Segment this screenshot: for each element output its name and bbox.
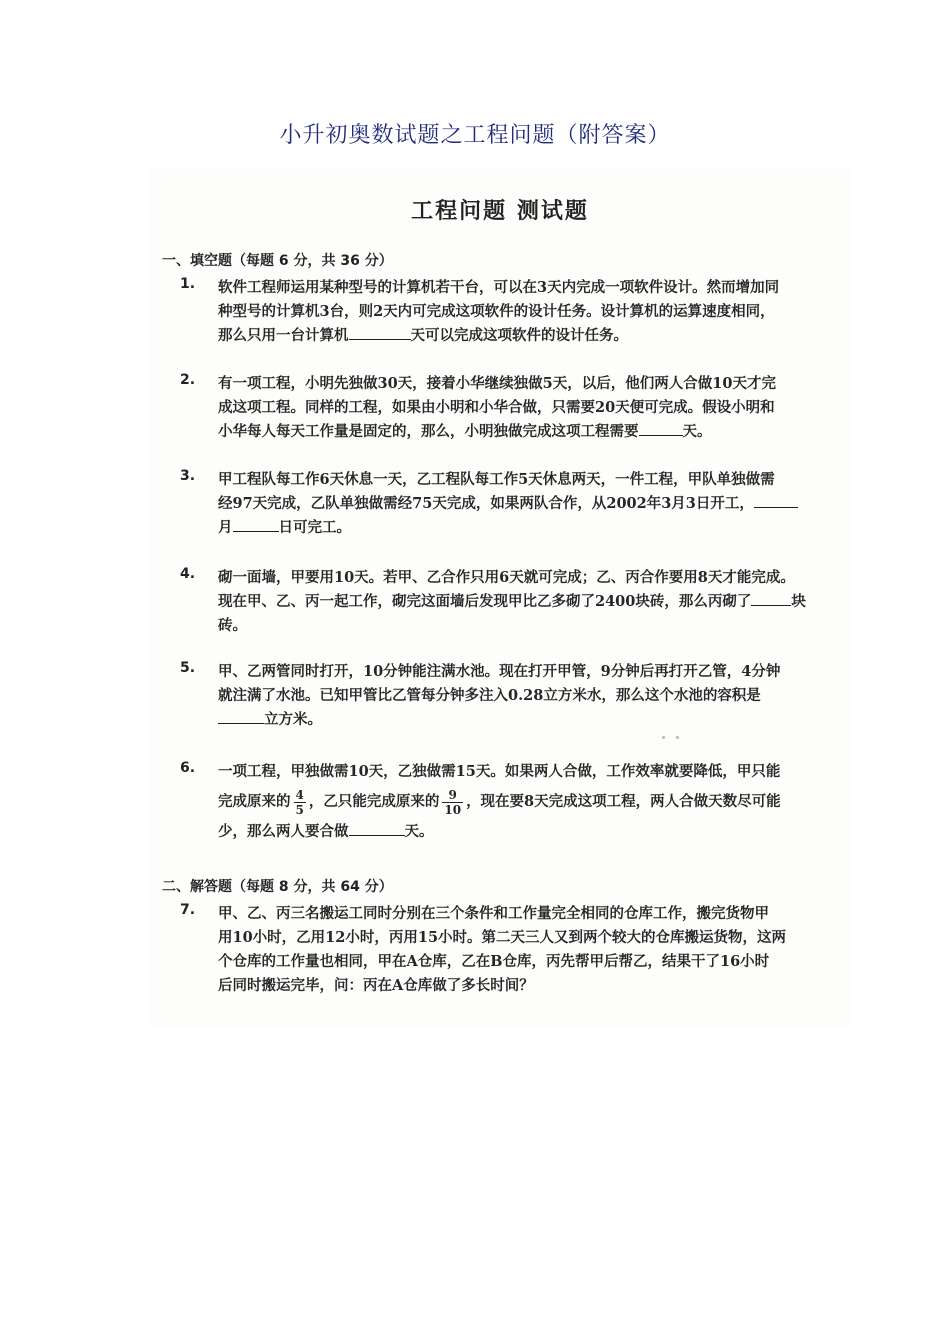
- question-line: 后同时搬运完毕，问：丙在A仓库做了多长时间？: [218, 977, 534, 994]
- question-number: 7.: [180, 902, 196, 918]
- answer-blank[interactable]: [349, 325, 411, 340]
- question-line: 有一项工程，小明先独做30天，接着小华继续独做5天，以后，他们两人合做10天才完: [218, 375, 776, 392]
- question-6: [180, 760, 835, 844]
- question-number: 1.: [180, 276, 196, 292]
- question-line: 砖。: [218, 617, 247, 634]
- question-line: [218, 784, 835, 820]
- question-line: [218, 590, 835, 614]
- answer-blank[interactable]: [349, 821, 405, 836]
- question-text: ，乙只能完成原来的: [308, 793, 440, 810]
- scanned-test-sheet: [150, 168, 850, 1028]
- question-line: [218, 708, 835, 732]
- question-4: [180, 566, 835, 638]
- question-text: 天可以完成这项软件的设计任务。: [410, 327, 628, 344]
- answer-blank-day[interactable]: [233, 517, 279, 532]
- fraction-numerator: 4: [295, 787, 304, 802]
- question-line: 甲、乙、丙三名搬运工同时分别在三个条件和工作量完全相同的仓库工作，搬完货物甲: [218, 905, 769, 922]
- question-number: 3.: [180, 468, 196, 484]
- question-number: 4.: [180, 566, 196, 582]
- question-text: 天。: [404, 823, 434, 840]
- scan-smudge: [662, 736, 665, 739]
- question-text: 日可完工。: [278, 519, 351, 536]
- question-line: [218, 324, 835, 348]
- question-line: [218, 492, 835, 516]
- question-line: 一项工程，甲独做需10天，乙独做需15天。如果两人合做，工作效率就要降低，甲只能: [218, 763, 781, 780]
- question-text: 天。: [682, 423, 712, 440]
- answer-blank[interactable]: [751, 591, 791, 606]
- question-line: 软件工程师运用某种型号的计算机若干台，可以在3天内完成一项软件设计。然而增加同: [218, 279, 780, 296]
- question-line: 甲工程队每工作6天休息一天，乙工程队每工作5天休息两天，一件工程，甲队单独做需: [218, 471, 775, 488]
- question-number: 6.: [180, 760, 196, 776]
- question-text: 块: [791, 593, 806, 610]
- question-line: 个仓库的工作量也相同，甲在A仓库，乙在B仓库，丙先帮甲后帮乙，结果干了16小时: [218, 953, 770, 970]
- scan-smudge: [676, 736, 679, 739]
- answer-blank[interactable]: [639, 421, 683, 436]
- fraction-nine-tenths: [442, 788, 463, 817]
- fraction-numerator: 9: [442, 788, 463, 803]
- question-text: 经97天完成，乙队单独做需经75天完成，如果两队合作，从2002年3月3日开工，: [218, 495, 754, 512]
- answer-blank-month[interactable]: [754, 493, 798, 508]
- document-title: 小升初奥数试题之工程问题（附答案）: [279, 123, 671, 148]
- question-text: 小华每人每天工作量是固定的，那么，小明独做完成这项工程需要: [218, 423, 639, 440]
- question-2: [180, 372, 835, 444]
- question-text: ，现在要8天完成这项工程，两人合做天数尽可能: [466, 793, 781, 810]
- question-text: 那么只用一台计算机: [218, 327, 349, 344]
- question-line: 甲、乙两管同时打开，10分钟能注满水池。现在打开甲管，9分钟后再打开乙管，4分钟: [218, 663, 781, 680]
- question-line: 种型号的计算机3台，则2天内可完成这项软件的设计任务。设计算机的运算速度相同，: [218, 303, 775, 320]
- question-text: 月: [218, 519, 233, 536]
- question-line: [218, 420, 835, 444]
- question-number: 2.: [180, 372, 196, 388]
- question-text: 少，那么两人要合做: [218, 823, 349, 840]
- question-line: 砌一面墙，甲要用10天。若甲、乙合作只用6天就可完成；乙、丙合作要用8天才能完成。: [218, 569, 795, 586]
- question-line: 成这项工程。同样的工程，如果由小明和小华合做，只需要20天便可完成。假设小明和: [218, 399, 775, 416]
- question-text: 现在甲、乙、丙一起工作，砌完这面墙后发现甲比乙多砌了2400块砖，那么丙砌了: [218, 593, 752, 610]
- question-line: [218, 820, 835, 844]
- section-2-heading: 二、解答题（每题 8 分，共 64 分）: [162, 879, 393, 895]
- question-text: 完成原来的: [218, 793, 291, 810]
- fraction-denominator: 5: [295, 802, 304, 817]
- section-1-heading: 一、填空题（每题 6 分，共 36 分）: [162, 253, 393, 269]
- question-1: [180, 276, 835, 348]
- fraction-denominator: 10: [444, 802, 462, 817]
- question-5: [180, 660, 835, 732]
- test-subtitle: 工程问题 测试题: [411, 199, 589, 224]
- question-text: 立方米。: [264, 711, 322, 728]
- question-line: 用10小时，乙用12小时，丙用15小时。第二天三人又到两个较大的仓库搬运货物，这两: [218, 929, 787, 946]
- fraction-four-fifths: [294, 788, 306, 817]
- question-line: 就注满了水池。已知甲管比乙管每分钟多注入0.28立方米水，那么这个水池的容积是: [218, 687, 761, 704]
- question-7: [180, 902, 835, 998]
- question-number: 5.: [180, 660, 196, 676]
- question-3: [180, 468, 835, 540]
- question-line: [218, 516, 835, 540]
- answer-blank[interactable]: [218, 709, 264, 724]
